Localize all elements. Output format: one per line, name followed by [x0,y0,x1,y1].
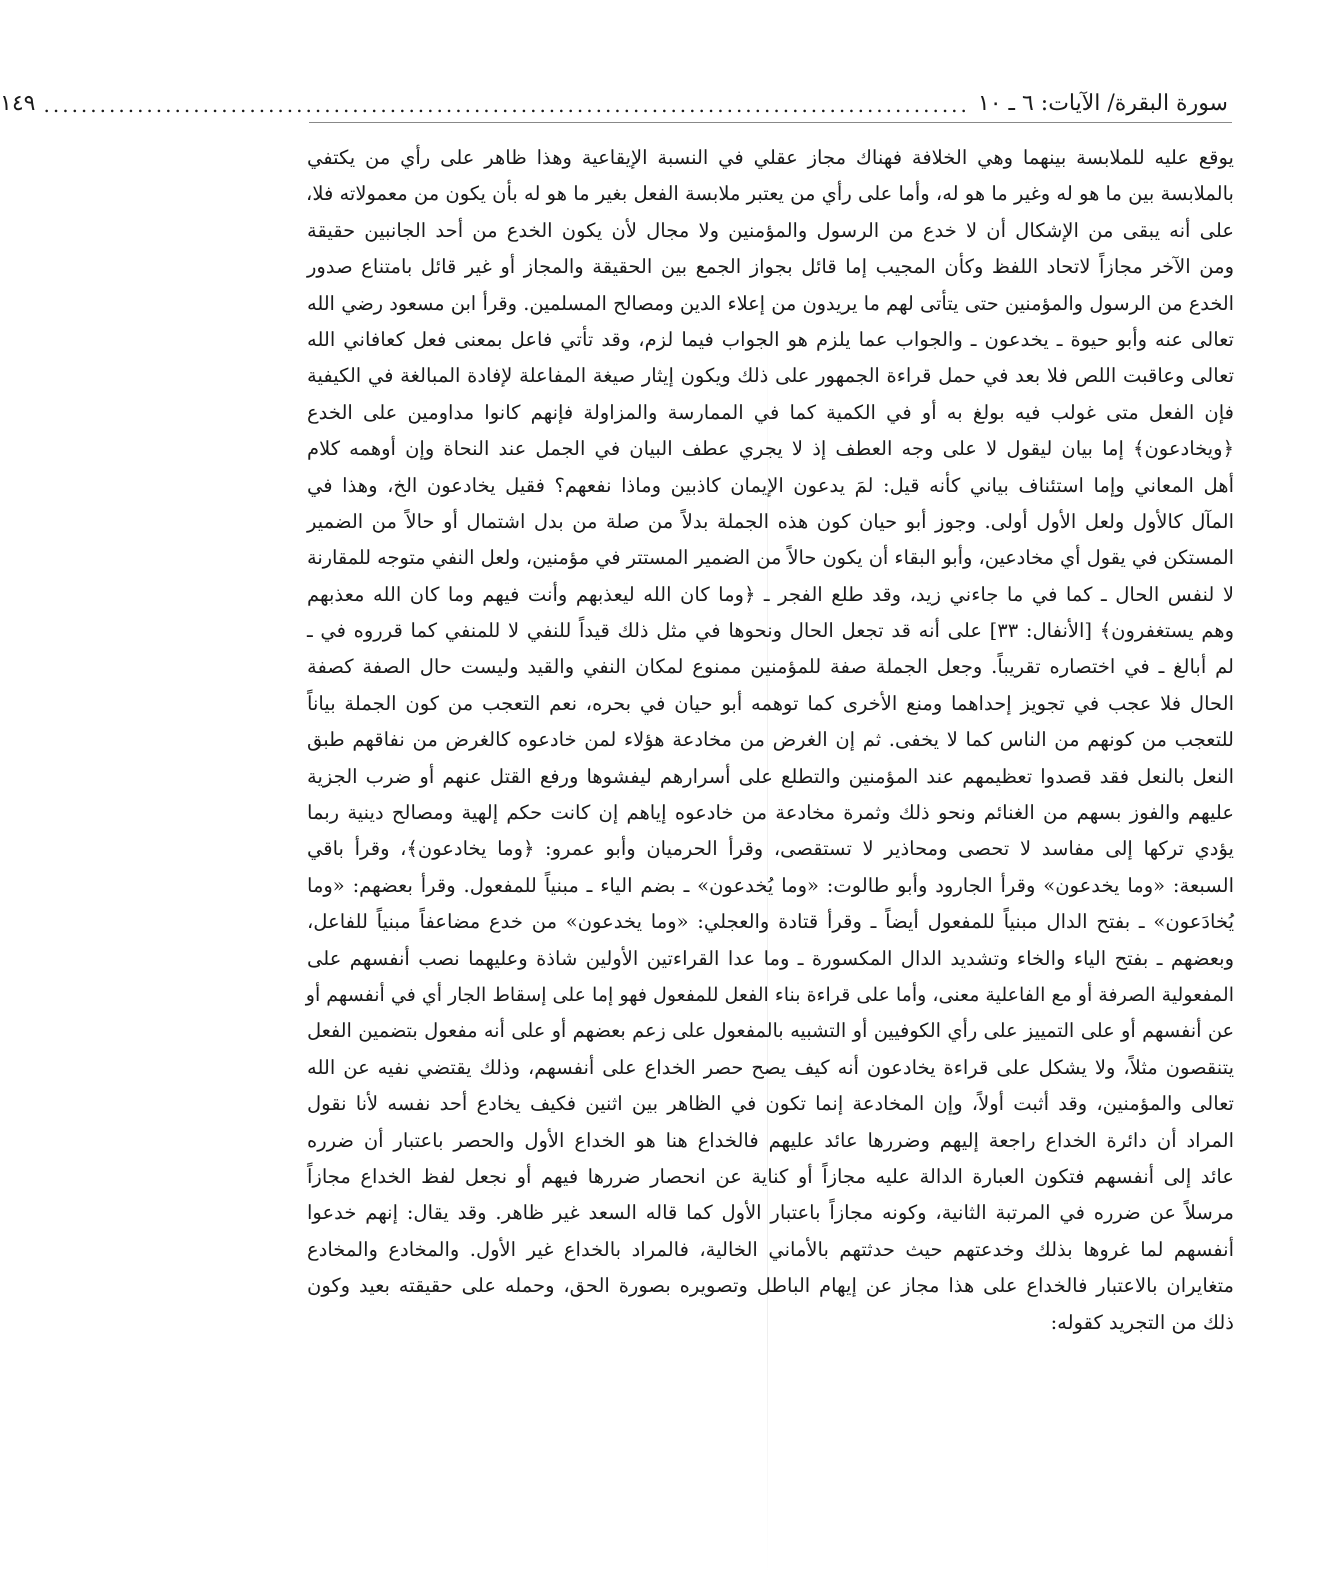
text-line: المراد أن دائرة الخداع راجعة إليهم وضررها عائد عليهم فالخداع هنا هو الخداع الأول والحصر باعتبار أن ضرره [307,1128,1234,1152]
text-line: وبعضهم ـ بفتح الياء والخاء وتشديد الدال المكسورة ـ وما عدا القراءتين الأولين شاذة وعليهما نصب أنفسهم على [307,946,1234,970]
text-line: متغايران بالاعتبار فالخداع على هذا مجاز عن إيهام الباطل وتصويره بصورة الحق، وحمله على حقيقته بعيد وكون [307,1274,1234,1298]
text-line: عن أنفسهم أو على التمييز على رأي الكوفيين أو التشبيه بالمفعول على زعم بعضهم أو على أنه مفعول بتضمين الفعل [307,1019,1234,1043]
text-line: على أنه يبقى من الإشكال أن لا خدع من الرسول والمؤمنين ولا مجال لأن يكون الخدع من أحد الجانبين حقيقة [307,218,1234,242]
text-line: ﴿ويخادعون﴾ إما بيان ليقول لا على وجه العطف إذ لا يجري عطف البيان في الجمل عند النحاة وإن أوهمه كلام [307,437,1234,461]
text-line: تعالى وعاقبت اللص فلا بعد في حمل قراءة الجمهور على ذلك ويكون إيثار صيغة المفاعلة لإفادة المبالغة في الكيفية [307,364,1234,388]
header-leader-dots: ................................................................................................... [43,93,970,117]
header-rule [309,122,1232,123]
running-header [0,82,1228,118]
text-line: أهل المعاني وإما استئناف بياني كأنه قيل: لمَ يدعون الإيمان كاذبين وماذا نفعهم؟ فقيل يخادعون الخ، وهذا في [307,473,1234,497]
text-line: المستكن في يقول أي مخادعين، وأبو البقاء أن يكون حالاً من الضمير المستتر في مؤمنين، ولعل النفي متوجه للمقارنة [307,546,1234,570]
text-line: المآل كالأول ولعل الأول أولى. وجوز أبو حيان كون هذه الجملة بدلاً من صلة من بدل اشتمال أو حالاً من الضمير [307,509,1234,533]
text-line: تعالى والمؤمنين، وقد أثبت أولاً، وإن المخادعة إنما تكون في الظاهر بين اثنين فكيف يخادع أحد نفسه لأنا نقول [307,1092,1234,1116]
text-line: وهم يستغفرون﴾ [الأنفال: ٣٣] على أنه قد تجعل الحال ونحوها في مثل ذلك قيداً للنفي لا للمنفي كما قرروه في ـ [307,619,1234,643]
text-line: بالملابسة بين ما هو له وغير ما هو له، وأما على رأي من يعتبر ملابسة الفعل بغير ما هو له بأن يكون من معمولاته فلا، [306,182,1234,206]
text-line: مرسلاً عن ضرره في المرتبة الثانية، وكونه مجازاً باعتبار الأول كما قاله السعد غير ظاهر. وقد يقال: إنهم خدعوا [307,1201,1234,1225]
text-line: تعالى عنه وأبو حيوة ـ يخدعون ـ والجواب عما يلزم هو الجواب فيما لزم، وقد تأتي فاعل بمعنى فعل كعافاني الله [307,327,1234,351]
text-line: النعل بالنعل فقد قصدوا تعظيمهم عند المؤمنين والتطلع على أسرارهم ليفشوها ورفع القتل عنهم أو ضرب الجزية [307,764,1234,788]
text-line: ذلك من التجريد كقوله: [1050,1310,1234,1334]
text-line: يُخادَعون» ـ بفتح الدال مبنياً للمفعول أيضاً ـ وقرأ قتادة والعجلي: «وما يخدعون» من خدع مضاعفاً مبنياً للفاعل، [307,910,1234,934]
text-line: يؤدي تركها إلى مفاسد لا تحصى ومحاذير لا تستقصى، وقرأ الحرميان وأبو عمرو: ﴿وما يخادعون﴾، وقرأ باقي [307,837,1234,861]
text-line: يوقع عليه للملابسة بينهما وهي الخلافة فهناك مجاز عقلي في النسبة الإيقاعية وهذا ظاهر على رأي من يكتفي [307,146,1234,169]
text-line: المفعولية الصرفة أو مع الفاعلية معنى، وأما على قراءة بناء الفعل للمفعول فهو إما على إسقاط الجار أي في أنفسهم أو [305,983,1234,1006]
text-line: ومن الآخر مجازاً لاتحاد اللفظ وكأن المجيب إما قائل بجواز الجمع بين الحقيقة والمجاز أو غير قائل بامتناع صدور [307,255,1234,279]
text-line: عائد إلى أنفسهم فتكون العبارة الدالة عليه مجازاً أو كناية عن انحصار ضررها فيهم أو نجعل لفظ الخداع مجازاً [307,1164,1234,1188]
text-line: الخدع من الرسول والمؤمنين حتى يتأتى لهم ما يريدون من إعلاء الدين ومصالح المسلمين. وقرأ ابن مسعود رضي الله [307,291,1234,315]
text-line: لا لنفس الحال ـ كما في ما جاءني زيد، وقد طلع الفجر ـ ﴿وما كان الله ليعذبهم وأنت فيهم وما كان الله معذبهم [307,582,1234,606]
text-line: عليهم والفوز بسهم من الغنائم ونحو ذلك وثمرة مخادعة من خادعوه إياهم إن كانت حكم إلهية ومصالح دينية ربما [307,801,1234,825]
text-line: للتعجب من كونهم من الناس كما لا يخفى. ثم إن الغرض من مخادعة هؤلاء لمن خادعوه كالغرض من نفاقهم طبق [307,728,1235,752]
text-line: أنفسهم لما غروها بذلك وخدعتهم حيث حدثتهم بالأماني الخالية، فالمراد بالخداع غير الأول. والمخادع والمخادع [307,1237,1234,1261]
text-line: الحال فلا عجب في تجويز إحداهما ومنع الأخرى كما توهمه أبو حيان في بحره، نعم التعجب من كون الجملة بياناً [307,691,1234,715]
header-title: سورة البقرة/ الآيات: ٦ ـ ١٠ [977,91,1228,116]
body-text [307,140,1234,1341]
text-line: لم أبالغ ـ في اختصاره تقريباً. وجعل الجملة صفة للمؤمنين ممنوع لمكان النفي والقيد وليست حال الصفة كصفة [307,655,1234,679]
page-number: ١٤٩ [0,91,36,116]
text-line: السبعة: «وما يخدعون» وقرأ الجارود وأبو طالوت: «وما يُخدعون» ـ بضم الياء ـ مبنياً للمفعول. وقرأ بعضهم: «وما [307,873,1234,897]
text-line: فإن الفعل متى غولب فيه بولغ به أو في الكمية كما في الممارسة والمزاولة فإنهم كانوا مداومين على الخدع [307,400,1234,424]
text-line: يتنقصون مثلاً، ولا يشكل على قراءة يخادعون أنه كيف يصح حصر الخداع على أنفسهم، وذلك يقتضي نفيه عن الله [307,1055,1234,1079]
